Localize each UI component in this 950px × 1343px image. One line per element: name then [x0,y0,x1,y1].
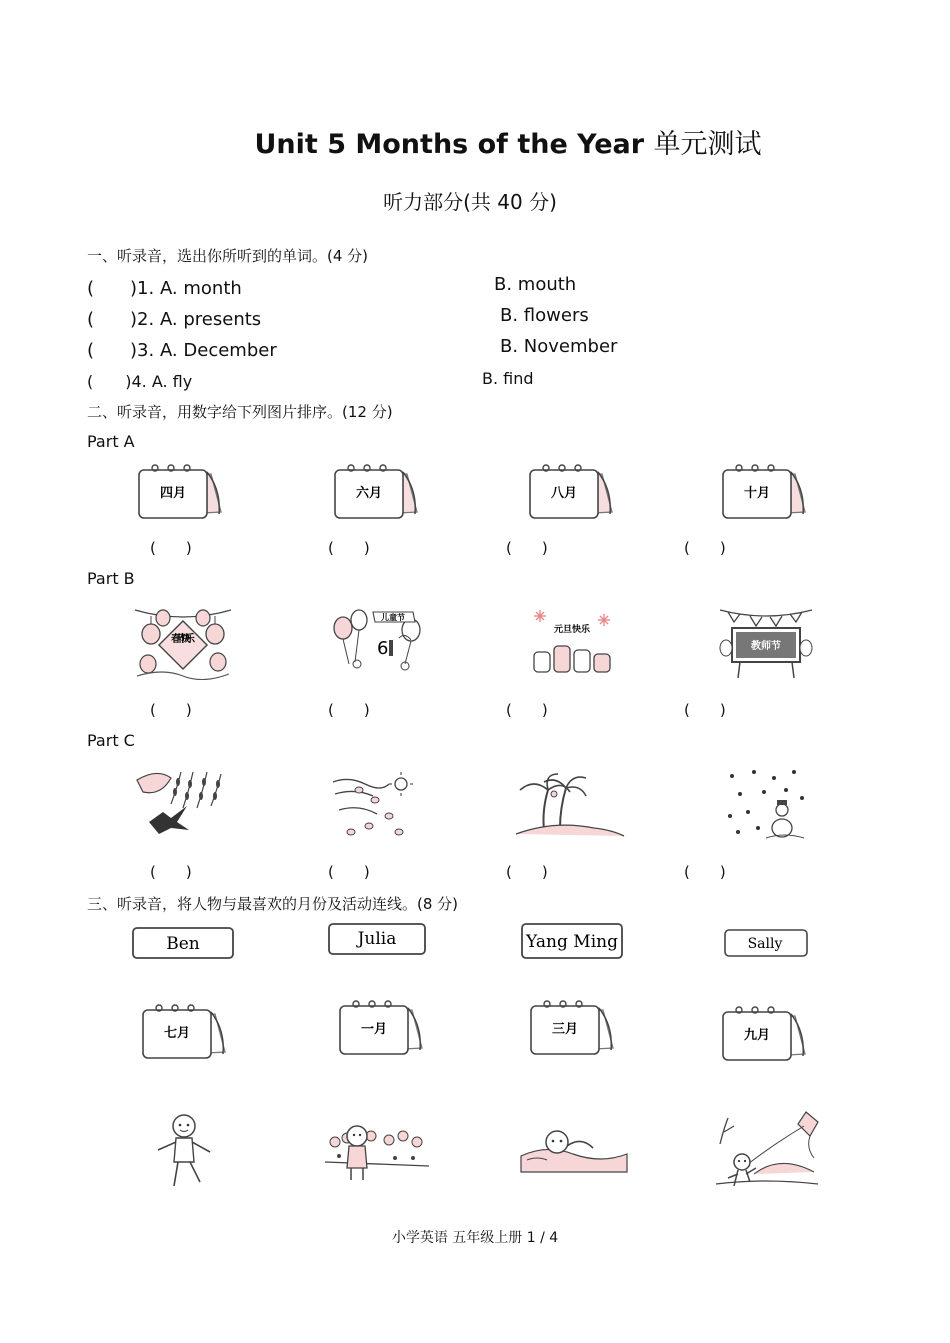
section2-heading: 二、听录音，用数字给下列图片排序。(12 分) [87,403,393,421]
title-english: Unit 5 Months of the Year [254,129,645,160]
calendar-month-label: 六月 [355,486,383,501]
summer-beach-picture [514,770,626,840]
calendar-month-label: 四月 [159,486,187,501]
spring-festival-picture [133,604,233,680]
calendar-month-label: 十月 [743,486,771,501]
answer-blank[interactable]: ( ) [150,701,192,719]
answer-blank[interactable]: ( ) [684,539,726,557]
name-card-text: Ben [166,934,200,954]
q2-option-b: B. flowers [500,305,589,326]
part-a-label: Part A [87,432,135,451]
answer-blank[interactable]: ( ) [328,539,370,557]
calendar-icon [717,460,812,526]
sign-text: 儿童节 [381,613,405,622]
calendar-icon[interactable] [717,1002,812,1068]
name-card-text: Julia [357,929,397,949]
calendar-icon[interactable] [334,996,429,1062]
page-footer: 小学英语 五年级上册 1 / 4 [391,1230,559,1246]
answer-blank[interactable]: ( ) [684,863,726,881]
answer-blank[interactable]: ( ) [506,701,548,719]
calendar-icon [329,460,424,526]
title-chinese: 单元测试 [653,129,762,160]
sign-text: 元旦快乐 [553,625,591,635]
sign-text: 春节快乐 [171,634,195,645]
q2-stem: ( )2. A. presents [87,309,262,330]
section3-heading: 三、听录音，将人物与最喜欢的月份及活动连线。(8 分) [87,895,459,913]
answer-blank[interactable]: ( ) [150,539,192,557]
page-title [0,122,950,161]
name-card-text: Yang Ming [526,932,618,952]
name-card[interactable] [520,922,624,962]
calendar-month-label: 九月 [743,1028,771,1043]
svg-text:6: 6 [377,638,389,659]
new-year-picture [526,604,618,680]
name-card-text: Sally [747,936,783,952]
q4-option-b: B. find [482,369,534,388]
part-b-label: Part B [87,569,135,588]
section1-heading: 一、听录音，选出你所听到的单词。(4 分) [87,247,369,265]
spring-swallow-picture [131,768,231,840]
q1-stem: ( )1. A. month [87,278,242,299]
answer-blank[interactable]: ( ) [328,701,370,719]
name-card[interactable] [131,926,235,962]
flower-garden-kid-picture[interactable] [325,1122,429,1182]
calendar-icon[interactable] [525,996,620,1062]
part-c-label: Part C [87,731,135,750]
name-card[interactable] [723,928,809,960]
section-subtitle: 听力部分(共 40 分) [383,190,557,214]
q3-option-b: B. November [500,336,618,357]
calendar-month-label: 三月 [551,1022,579,1037]
running-kid-picture[interactable] [150,1112,220,1192]
sign-text: 教师节 [751,641,781,652]
q4-stem: ( )4. A. fly [87,372,193,391]
autumn-wind-picture [329,770,419,842]
q1-option-b: B. mouth [494,274,577,295]
answer-blank[interactable]: ( ) [328,863,370,881]
swimming-kid-picture[interactable] [517,1126,631,1176]
childrens-day-picture [329,604,425,680]
calendar-icon [133,460,228,526]
answer-blank[interactable]: ( ) [684,701,726,719]
calendar-month-label: 七月 [163,1026,191,1041]
kite-flying-kid-picture[interactable] [714,1108,824,1198]
calendar-icon [524,460,619,526]
answer-blank[interactable]: ( ) [150,863,192,881]
q3-stem: ( )3. A. December [87,340,277,361]
name-card[interactable] [327,922,427,958]
answer-blank[interactable]: ( ) [506,539,548,557]
answer-blank[interactable]: ( ) [506,863,548,881]
winter-snowman-picture [724,768,806,840]
calendar-month-label: 八月 [550,486,578,501]
calendar-icon[interactable] [137,1000,232,1066]
calendar-month-label: 一月 [360,1022,388,1037]
teachers-day-picture [718,604,814,682]
